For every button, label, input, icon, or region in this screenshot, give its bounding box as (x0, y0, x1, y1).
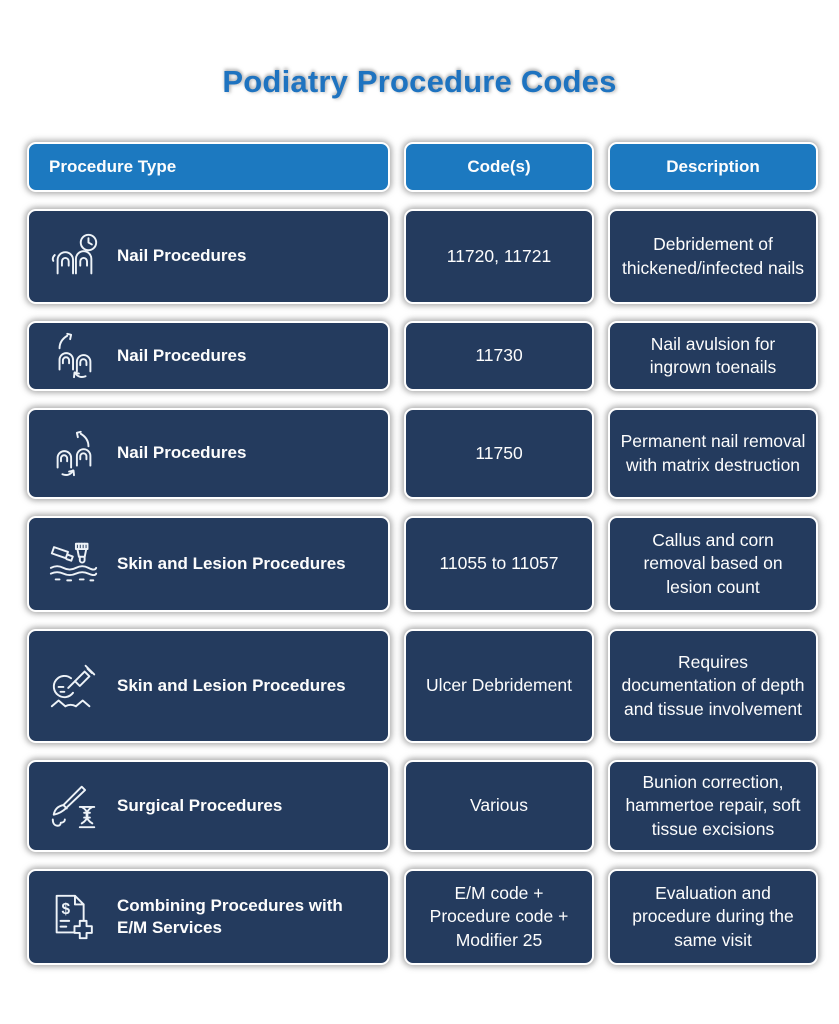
billing-document-icon (47, 890, 101, 944)
toenails-rotate-icon (47, 329, 101, 383)
table-row-code-cell: 11730 (404, 321, 594, 391)
table-row-code-cell: Various (404, 760, 594, 852)
scalpel-icon (47, 779, 101, 833)
table-row-description-cell: Debridement of thickened/infected nails (608, 209, 818, 304)
header-label: Description (666, 157, 760, 176)
table-row-type-cell (27, 321, 390, 391)
table-row-type-cell (27, 516, 390, 612)
table-row-code-cell: Ulcer Debridement (404, 629, 594, 743)
table-row-code-cell: E/M code + Procedure code + Modifier 25 (404, 869, 594, 965)
table-row-description-cell: Permanent nail removal with matrix destruction (608, 408, 818, 499)
procedure-codes-table (27, 142, 818, 965)
toenails-rotate-reverse-icon (47, 427, 101, 481)
column-header-procedure-type (27, 142, 390, 192)
svg-text:$: $ (61, 901, 71, 919)
callus-shaver-icon (47, 537, 101, 591)
procedure-type-label: Skin and Lesion Procedures (117, 675, 346, 695)
table-row-type-cell (27, 408, 390, 499)
procedure-type-label: Skin and Lesion Procedures (117, 553, 346, 573)
procedure-type-label: Nail Procedures (117, 246, 247, 266)
procedure-type-label: Surgical Procedures (117, 795, 283, 815)
table-row-description-cell: Callus and corn removal based on lesion count (608, 516, 818, 612)
table-row-code-cell: 11055 to 11057 (404, 516, 594, 612)
table-row-type-cell (27, 869, 390, 965)
table-row-type-cell (27, 209, 390, 304)
procedure-type-label: Combining Procedures with E/M Services (117, 895, 343, 937)
table-row-code-cell: 11720, 11721 (404, 209, 594, 304)
procedure-type-label: Nail Procedures (117, 443, 247, 463)
page-title: Podiatry Procedure Codes (222, 64, 617, 99)
header-label: Code(s) (467, 157, 531, 176)
table-row-description-cell: Nail avulsion for ingrown toenails (608, 321, 818, 391)
table-row-description-cell: Requires documentation of depth and tissue involvement (608, 629, 818, 743)
column-header-codes (404, 142, 594, 192)
table-row-code-cell: 11750 (404, 408, 594, 499)
column-header-description (608, 142, 818, 192)
table-row-description-cell: Evaluation and procedure during the same visit (608, 869, 818, 965)
table-row-description-cell: Bunion correction, hammertoe repair, soft tissue excisions (608, 760, 818, 852)
table-row-type-cell (27, 760, 390, 852)
toenails-clock-icon (47, 230, 101, 284)
procedure-type-label: Nail Procedures (117, 345, 247, 365)
header-label: Procedure Type (49, 157, 177, 176)
table-row-type-cell (27, 629, 390, 743)
syringe-lesion-icon (47, 659, 101, 713)
